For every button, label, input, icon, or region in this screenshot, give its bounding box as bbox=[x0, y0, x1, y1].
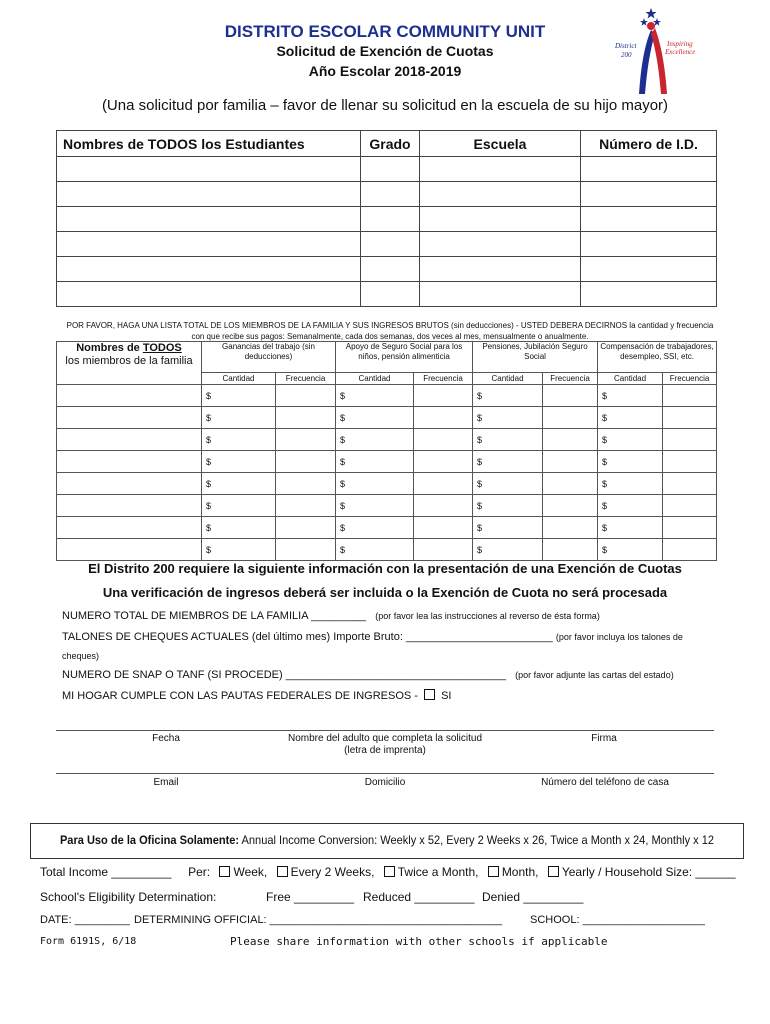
frequency-cell[interactable] bbox=[663, 407, 717, 429]
district-title: DISTRITO ESCOLAR COMMUNITY UNIT bbox=[224, 22, 546, 41]
frequency-cell[interactable] bbox=[543, 385, 598, 407]
frequency-cell[interactable] bbox=[543, 407, 598, 429]
cantidad-label: Cantidad bbox=[202, 373, 276, 385]
amount-cell[interactable]: $ bbox=[336, 495, 414, 517]
yearly-label: Yearly / Household Size: ______ bbox=[561, 865, 736, 879]
frequency-cell[interactable] bbox=[543, 451, 598, 473]
amount-cell[interactable]: $ bbox=[598, 539, 663, 561]
school-cell[interactable] bbox=[420, 257, 581, 282]
logo-number-text: 200 bbox=[621, 51, 632, 59]
table-row bbox=[57, 539, 717, 561]
member-name-cell[interactable] bbox=[57, 429, 202, 451]
amount-cell[interactable]: $ bbox=[336, 429, 414, 451]
amount-cell[interactable]: $ bbox=[473, 429, 543, 451]
logo-tagline-1: Inspiring bbox=[667, 40, 693, 48]
domicilio-label: Domicilio bbox=[364, 777, 406, 788]
school-cell[interactable] bbox=[420, 282, 581, 307]
table-row bbox=[57, 157, 717, 182]
free-field[interactable]: Free _________ bbox=[266, 890, 355, 904]
si-label: SI bbox=[441, 690, 452, 702]
table-row bbox=[57, 451, 717, 473]
date-field[interactable]: DATE: _________ bbox=[40, 914, 130, 926]
frequency-cell[interactable] bbox=[276, 429, 336, 451]
col-id-number: Número de I.D. bbox=[581, 131, 717, 157]
table-row bbox=[57, 207, 717, 232]
frecuencia-label: Frecuencia bbox=[276, 373, 336, 385]
id-cell[interactable] bbox=[581, 182, 717, 207]
amount-cell[interactable]: $ bbox=[473, 451, 543, 473]
form-subtitle: Solicitud de Exención de Cuotas bbox=[276, 43, 494, 59]
paystubs-line bbox=[62, 631, 683, 643]
eligibility-label: School's Eligibility Determination: bbox=[40, 890, 217, 904]
child-support-header: Apoyo de Seguro Social para los niños, pensión alimenticia bbox=[336, 342, 473, 373]
earnings-header: Ganancias del trabajo (sin deducciones) bbox=[202, 342, 336, 373]
table-row bbox=[57, 429, 717, 451]
firma-label: Firma bbox=[591, 733, 617, 744]
frequency-cell[interactable] bbox=[663, 473, 717, 495]
amount-cell[interactable]: $ bbox=[336, 385, 414, 407]
signature-line[interactable] bbox=[56, 730, 714, 731]
frequency-cell[interactable] bbox=[276, 473, 336, 495]
week-label: Week, bbox=[233, 865, 268, 879]
logo-district-text: District bbox=[615, 42, 637, 50]
member-name-cell[interactable] bbox=[57, 451, 202, 473]
amount-cell[interactable]: $ bbox=[202, 539, 276, 561]
amount-cell[interactable]: $ bbox=[473, 495, 543, 517]
member-name-cell[interactable] bbox=[57, 407, 202, 429]
instruction-line: (Una solicitud por familia – favor de llenar su solicitud en la escuela de su hijo mayor) bbox=[101, 97, 669, 114]
fecha-label: Fecha bbox=[152, 733, 180, 744]
federal-line bbox=[62, 689, 451, 702]
logo-tagline-2: Excellence bbox=[665, 48, 696, 56]
id-cell[interactable] bbox=[581, 232, 717, 257]
cantidad-label: Cantidad bbox=[473, 373, 543, 385]
every2-label: Every 2 Weeks, bbox=[290, 865, 375, 879]
yearly-checkbox[interactable] bbox=[548, 866, 559, 877]
amount-cell[interactable]: $ bbox=[202, 495, 276, 517]
frequency-cell[interactable] bbox=[543, 429, 598, 451]
frequency-cell[interactable] bbox=[276, 495, 336, 517]
adult-name-label: Nombre del adulto que completa la solicitud bbox=[288, 733, 482, 744]
student-name-cell[interactable] bbox=[57, 232, 361, 257]
frecuencia-label: Frecuencia bbox=[414, 373, 473, 385]
school-cell[interactable] bbox=[420, 207, 581, 232]
frequency-cell[interactable] bbox=[663, 517, 717, 539]
income-table bbox=[56, 341, 717, 561]
school-cell[interactable] bbox=[420, 182, 581, 207]
col-school: Escuela bbox=[420, 131, 581, 157]
month-checkbox[interactable] bbox=[488, 866, 499, 877]
members-header: Nombres de TODOS los miembros de la familia bbox=[57, 342, 202, 385]
phone-label: Número del teléfono de casa bbox=[541, 777, 669, 788]
amount-cell[interactable]: $ bbox=[202, 385, 276, 407]
email-label: Email bbox=[153, 777, 179, 788]
si-checkbox[interactable] bbox=[424, 689, 435, 700]
member-name-cell[interactable] bbox=[57, 495, 202, 517]
frequency-cell[interactable] bbox=[663, 539, 717, 561]
id-cell[interactable] bbox=[581, 207, 717, 232]
frequency-cell[interactable] bbox=[543, 473, 598, 495]
paystubs-note-cont bbox=[62, 650, 99, 662]
amount-cell[interactable]: $ bbox=[598, 495, 663, 517]
grade-cell[interactable] bbox=[361, 282, 420, 307]
frequency-cell[interactable] bbox=[414, 495, 473, 517]
amount-cell[interactable]: $ bbox=[473, 385, 543, 407]
frequency-cell[interactable] bbox=[414, 473, 473, 495]
frequency-cell[interactable] bbox=[414, 451, 473, 473]
student-name-cell[interactable] bbox=[57, 282, 361, 307]
school-year: Año Escolar 2018-2019 bbox=[308, 63, 462, 79]
grade-cell[interactable] bbox=[361, 207, 420, 232]
amount-cell[interactable]: $ bbox=[473, 539, 543, 561]
week-checkbox[interactable] bbox=[219, 866, 230, 877]
table-row bbox=[57, 282, 717, 307]
amount-cell[interactable]: $ bbox=[336, 539, 414, 561]
frequency-cell[interactable] bbox=[663, 429, 717, 451]
grade-cell[interactable] bbox=[361, 232, 420, 257]
frequency-cell[interactable] bbox=[414, 539, 473, 561]
table-row bbox=[57, 182, 717, 207]
amount-cell[interactable]: $ bbox=[598, 517, 663, 539]
amount-cell[interactable]: $ bbox=[598, 473, 663, 495]
compensation-header: Compensación de trabajadores, desempleo, SSI, etc. bbox=[598, 342, 717, 373]
students-table bbox=[56, 130, 717, 307]
grade-cell[interactable] bbox=[361, 257, 420, 282]
amount-cell[interactable]: $ bbox=[473, 517, 543, 539]
frecuencia-label: Frecuencia bbox=[543, 373, 598, 385]
frequency-cell[interactable] bbox=[276, 407, 336, 429]
school-field[interactable]: SCHOOL: ____________________ bbox=[530, 914, 705, 926]
table-row bbox=[57, 517, 717, 539]
frequency-cell[interactable] bbox=[276, 517, 336, 539]
amount-cell[interactable]: $ bbox=[473, 473, 543, 495]
district-logo bbox=[611, 4, 706, 100]
amount-cell[interactable]: $ bbox=[202, 407, 276, 429]
paystubs-field[interactable]: TALONES DE CHEQUES ACTUALES (del último mes) Importe Bruto: ________________________ bbox=[62, 631, 553, 643]
amount-cell[interactable]: $ bbox=[598, 385, 663, 407]
federal-label: MI HOGAR CUMPLE CON LAS PAUTAS FEDERALES DE INGRESOS - bbox=[62, 690, 418, 702]
twice-label: Twice a Month, bbox=[397, 865, 479, 879]
member-name-cell[interactable] bbox=[57, 539, 202, 561]
verification-heading: Una verificación de ingresos deberá ser incluida o la Exención de Cuota no será procesada bbox=[102, 585, 668, 600]
table-row bbox=[57, 495, 717, 517]
frecuencia-label: Frecuencia bbox=[663, 373, 717, 385]
col-student-names: Nombres de TODOS los Estudiantes bbox=[57, 131, 361, 157]
reduced-field[interactable]: Reduced _________ bbox=[363, 890, 475, 904]
student-name-cell[interactable] bbox=[57, 157, 361, 182]
frequency-cell[interactable] bbox=[543, 495, 598, 517]
id-cell[interactable] bbox=[581, 282, 717, 307]
official-field[interactable]: DETERMINING OFFICIAL: ______________________________________ bbox=[134, 914, 503, 926]
amount-cell[interactable]: $ bbox=[598, 429, 663, 451]
frequency-cell[interactable] bbox=[543, 539, 598, 561]
share-notice: Please share information with other schools if applicable bbox=[230, 935, 608, 948]
amount-cell[interactable]: $ bbox=[336, 517, 414, 539]
frequency-cell[interactable] bbox=[663, 385, 717, 407]
col-grade: Grado bbox=[361, 131, 420, 157]
amount-cell[interactable]: $ bbox=[336, 473, 414, 495]
members-note: (por favor lea las instrucciones al reverso de ésta forma) bbox=[375, 611, 600, 621]
amount-cell[interactable]: $ bbox=[336, 407, 414, 429]
id-cell[interactable] bbox=[581, 257, 717, 282]
amount-cell[interactable]: $ bbox=[202, 473, 276, 495]
members-field[interactable]: NUMERO TOTAL DE MIEMBROS DE LA FAMILIA _________ bbox=[62, 610, 367, 622]
total-income-field[interactable]: Total Income _________ bbox=[40, 865, 172, 879]
grade-cell[interactable] bbox=[361, 182, 420, 207]
paystubs-note-2: cheques) bbox=[62, 651, 100, 661]
income-instructions: POR FAVOR, HAGA UNA LISTA TOTAL DE LOS MIEMBROS DE LA FAMILIA Y SUS INGRESOS BRUTOS (sin deducciones) - USTED DEBERA DECIRNOS la cantidad y frecuencia con que recibe sus pagos: Semanalmente, cada dos semanas, dos veces al mes, mensualmente o anualmente. bbox=[66, 321, 714, 341]
school-cell[interactable] bbox=[420, 157, 581, 182]
amount-cell[interactable]: $ bbox=[598, 407, 663, 429]
frequency-cell[interactable] bbox=[414, 385, 473, 407]
amount-cell[interactable]: $ bbox=[336, 451, 414, 473]
pensions-header: Pensiones, Jubilación Seguro Social bbox=[473, 342, 598, 373]
amount-cell[interactable]: $ bbox=[598, 451, 663, 473]
every2-checkbox[interactable] bbox=[277, 866, 288, 877]
requirement-heading: El Distrito 200 requiere la siguiente información con la presentación de una Exención de Cuotas bbox=[88, 561, 682, 576]
per-label: Per: bbox=[188, 865, 211, 879]
income-conversion: Annual Income Conversion: Weekly x 52, Every 2 Weeks x 26, Twice a Month x 24, Monthly x 12 bbox=[241, 833, 715, 847]
frequency-cell[interactable] bbox=[663, 495, 717, 517]
snap-field[interactable]: NUMERO DE SNAP O TANF (SI PROCEDE) ____________________________________ bbox=[62, 669, 506, 681]
contact-line[interactable] bbox=[56, 773, 714, 774]
member-name-cell[interactable] bbox=[57, 473, 202, 495]
denied-field[interactable]: Denied _________ bbox=[482, 890, 584, 904]
frequency-cell[interactable] bbox=[414, 429, 473, 451]
snap-line bbox=[62, 669, 674, 681]
id-cell[interactable] bbox=[581, 157, 717, 182]
frequency-cell[interactable] bbox=[276, 385, 336, 407]
student-name-cell[interactable] bbox=[57, 257, 361, 282]
month-label: Month, bbox=[501, 865, 539, 879]
member-name-cell[interactable] bbox=[57, 517, 202, 539]
snap-note: (por favor adjunte las cartas del estado) bbox=[515, 670, 674, 680]
form-number: Form 6191S, 6/18 bbox=[40, 936, 137, 947]
table-row bbox=[57, 385, 717, 407]
members-line bbox=[62, 610, 600, 622]
amount-cell[interactable]: $ bbox=[202, 517, 276, 539]
frequency-cell[interactable] bbox=[276, 451, 336, 473]
grade-cell[interactable] bbox=[361, 157, 420, 182]
frequency-cell[interactable] bbox=[414, 517, 473, 539]
student-name-cell[interactable] bbox=[57, 207, 361, 232]
office-use-text bbox=[59, 833, 714, 847]
frequency-cell[interactable] bbox=[543, 517, 598, 539]
frequency-cell[interactable] bbox=[276, 539, 336, 561]
adult-name-sublabel: (letra de imprenta) bbox=[344, 745, 426, 756]
office-use-label: Para Uso de la Oficina Solamente: bbox=[59, 833, 240, 847]
member-name-cell[interactable] bbox=[57, 385, 202, 407]
frequency-cell[interactable] bbox=[663, 451, 717, 473]
amount-cell[interactable]: $ bbox=[202, 429, 276, 451]
table-row bbox=[57, 257, 717, 282]
amount-cell[interactable]: $ bbox=[473, 407, 543, 429]
school-cell[interactable] bbox=[420, 232, 581, 257]
table-row bbox=[57, 473, 717, 495]
cantidad-label: Cantidad bbox=[336, 373, 414, 385]
paystubs-note: (por favor incluya los talones de bbox=[555, 632, 683, 642]
frequency-cell[interactable] bbox=[414, 407, 473, 429]
student-name-cell[interactable] bbox=[57, 182, 361, 207]
table-row bbox=[57, 232, 717, 257]
amount-cell[interactable]: $ bbox=[202, 451, 276, 473]
total-income-line bbox=[40, 865, 736, 879]
cantidad-label: Cantidad bbox=[598, 373, 663, 385]
office-use-box bbox=[30, 823, 744, 859]
table-row bbox=[57, 407, 717, 429]
twice-checkbox[interactable] bbox=[384, 866, 395, 877]
